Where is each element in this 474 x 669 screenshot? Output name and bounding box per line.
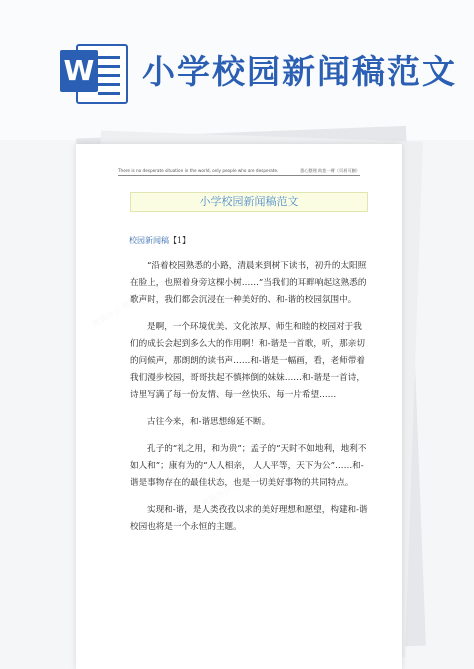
paragraph: “沿着校园熟悉的小路，清晨来到树下读书，初升的太阳照在脸上，也照着身旁这棵小树……”当我们的耳畔响起这熟悉的歌声时，我们都会沉浸在一种美好的、和-谐的校园氛围中。 — [130, 261, 367, 305]
banner — [0, 0, 474, 140]
section-label: 校园新闻稿 — [129, 236, 169, 245]
header-quote: There is no desperate situation in the world, only people who are desperate. — [118, 168, 279, 173]
section-heading — [129, 235, 190, 246]
section-number: 【1】 — [169, 236, 191, 245]
paragraph: 古往今来，和-谐思想绵延不断。 — [147, 417, 271, 427]
document-page — [76, 144, 402, 669]
header-note: 悉心整理 助您一臂（页眉可删） — [300, 168, 360, 173]
word-document-icon — [60, 40, 126, 104]
document-body — [130, 258, 368, 546]
paragraph: 实现和-谐，是人类孜孜以求的美好理想和愿望，构建和-谐校园也将是一个永恒的主题。 — [130, 505, 368, 532]
banner-title: 小学校园新闻稿范文 — [142, 52, 457, 91]
document-title: 小学校园新闻稿范文 — [130, 192, 368, 212]
word-letter: W — [60, 50, 98, 92]
page-header — [118, 168, 360, 176]
paragraph: 是啊，一个环境优美、文化浓厚、师生和睦的校园对于我们的成长会起到多么大的作用啊！和-谐是一首歌，听，那亲切的问候声，那朗朗的读书声……和-谐是一幅画，看，老师带着我们漫步校园，哥哥扶起不慎摔倒的妹妹……和-谐是一首诗，诗里写满了每一份友情、每一丝快乐、每一片希望…… — [130, 322, 365, 400]
paragraph: 孔子的“礼之用，和为贵”；孟子的“天时不如地利，地利不如人和”；康有为的“人人相亲， 人人平等，天下为公”……和-谐是事物存在的最佳状态，也是一切美好事物的共同特点。 — [130, 444, 367, 488]
